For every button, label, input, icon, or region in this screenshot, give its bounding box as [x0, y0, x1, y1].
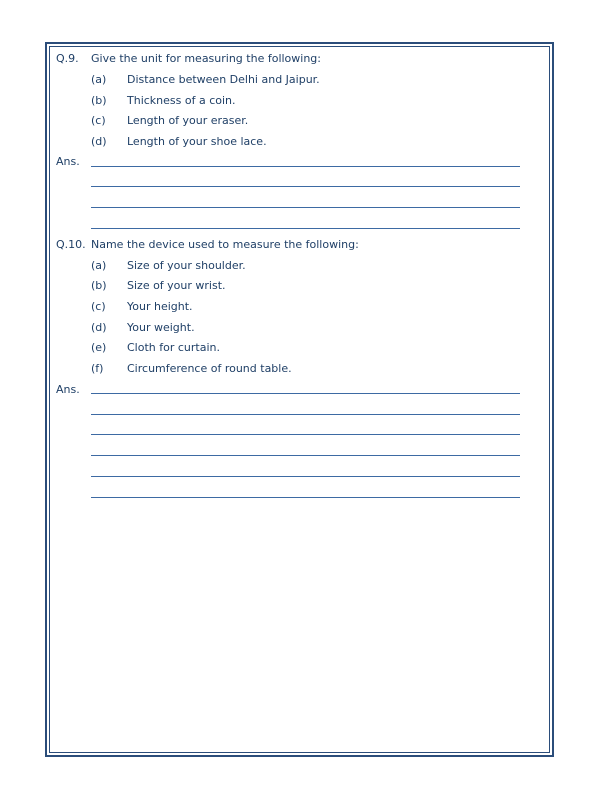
worksheet-inner-border	[49, 46, 550, 753]
answer-line	[91, 434, 520, 435]
item-letter: (c)	[91, 114, 106, 127]
answer-line	[91, 455, 520, 456]
item-text: Distance between Delhi and Jaipur.	[127, 73, 320, 86]
item-letter: (d)	[91, 135, 107, 148]
item-text: Size of your shoulder.	[127, 259, 246, 272]
answer-line	[91, 207, 520, 208]
item-letter: (e)	[91, 341, 107, 354]
question-prompt: Name the device used to measure the following:	[91, 238, 359, 251]
answer-line	[91, 497, 520, 498]
item-text: Your weight.	[127, 321, 195, 334]
item-letter: (a)	[91, 73, 107, 86]
item-text: Length of your shoe lace.	[127, 135, 267, 148]
answer-line	[91, 393, 520, 394]
item-text: Your height.	[127, 300, 193, 313]
item-letter: (d)	[91, 321, 107, 334]
item-letter: (b)	[91, 279, 107, 292]
item-letter: (b)	[91, 94, 107, 107]
item-text: Thickness of a coin.	[127, 94, 236, 107]
answer-label: Ans.	[56, 155, 80, 168]
item-text: Length of your eraser.	[127, 114, 249, 127]
answer-line	[91, 414, 520, 415]
answer-label: Ans.	[56, 383, 80, 396]
item-text: Cloth for curtain.	[127, 341, 220, 354]
item-letter: (a)	[91, 259, 107, 272]
answer-line	[91, 228, 520, 229]
question-number: Q.10.	[56, 238, 86, 251]
question-number: Q.9.	[56, 52, 79, 65]
answer-line	[91, 476, 520, 477]
answer-line	[91, 166, 520, 167]
answer-line	[91, 186, 520, 187]
item-text: Circumference of round table.	[127, 362, 292, 375]
question-prompt: Give the unit for measuring the following:	[91, 52, 321, 65]
item-letter: (f)	[91, 362, 104, 375]
item-text: Size of your wrist.	[127, 279, 226, 292]
item-letter: (c)	[91, 300, 106, 313]
